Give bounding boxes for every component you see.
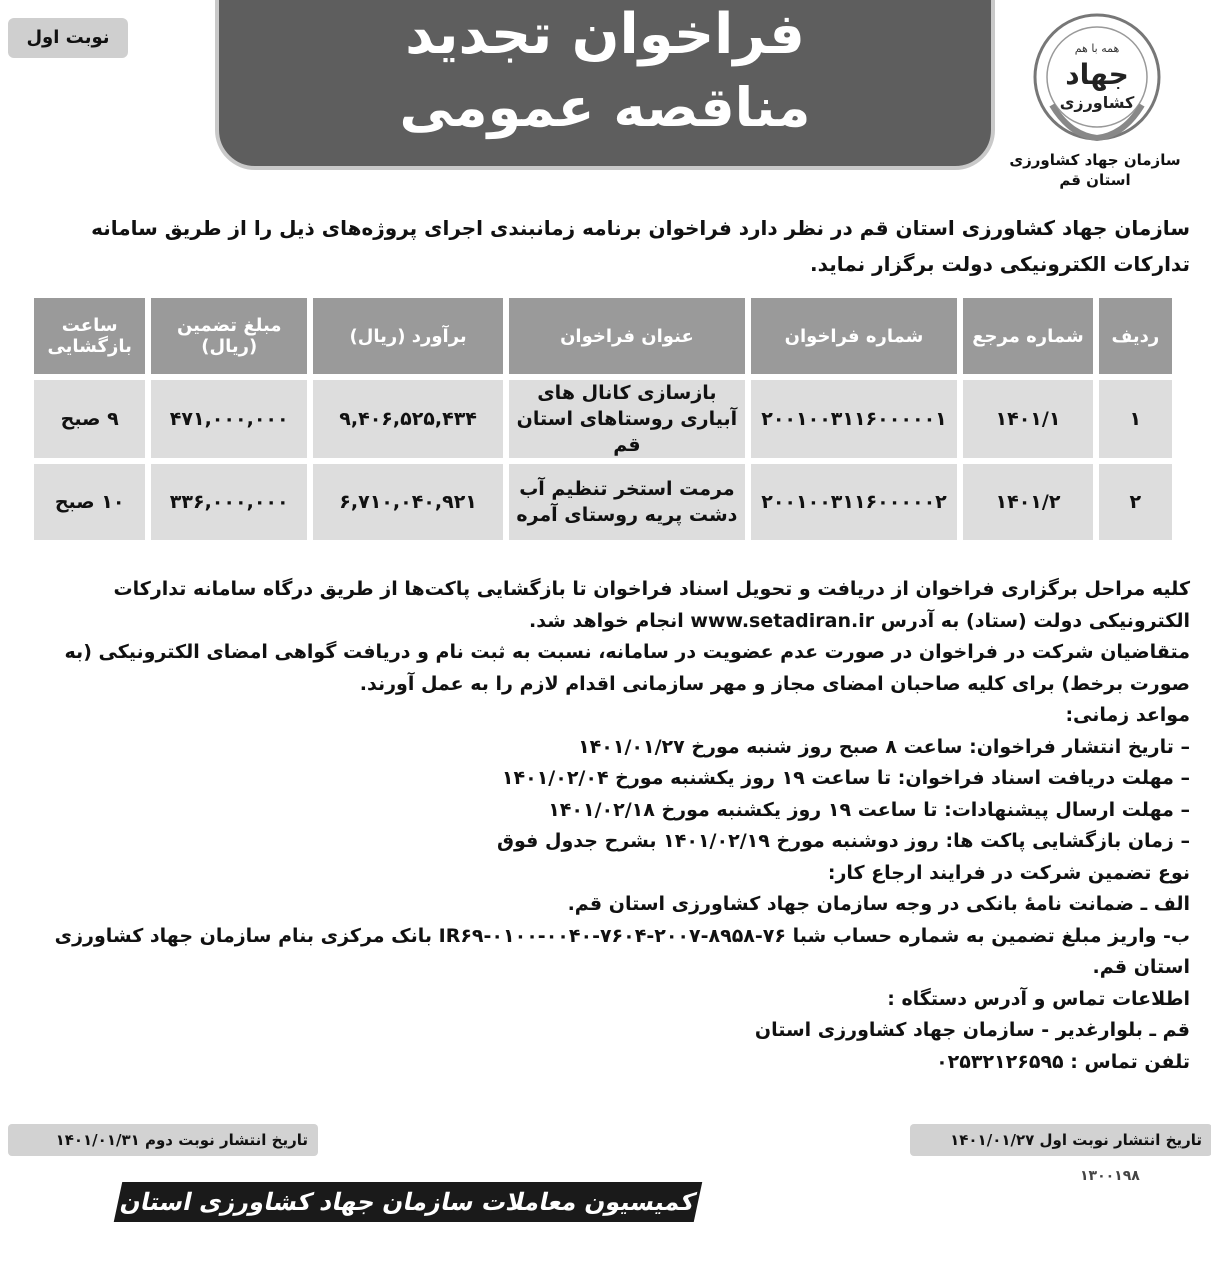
organization-logo bbox=[1030, 10, 1165, 145]
body-text bbox=[20, 574, 1190, 1078]
body-line: اطلاعات تماس و آدرس دستگاه : bbox=[887, 987, 1190, 1010]
svg-text:کشاورزی: کشاورزی bbox=[1059, 93, 1135, 112]
cell-call-number: ۲۰۰۱۰۰۳۱۱۶۰۰۰۰۰۱ bbox=[751, 380, 958, 458]
cell-estimate: ۹,۴۰۶,۵۲۵,۴۳۴ bbox=[313, 380, 503, 458]
cell-reference-number: ۱۴۰۱/۲ bbox=[963, 464, 1092, 540]
body-line: مواعد زمانی: bbox=[1065, 704, 1190, 726]
title-banner bbox=[215, 0, 995, 170]
cell-guarantee: ۴۷۱,۰۰۰,۰۰۰ bbox=[151, 380, 307, 458]
table-row bbox=[34, 464, 1172, 540]
title-line-1: فراخوان تجدید bbox=[405, 2, 805, 67]
header-call-number: شماره فراخوان bbox=[751, 298, 958, 374]
cell-estimate: ۶,۷۱۰,۰۴۰,۹۲۱ bbox=[313, 464, 503, 540]
intro-paragraph: سازمان جهاد کشاورزی استان قم در نظر دارد فراخوان برنامه زمانبندی اجرای پروژه‌های ذیل را از طریق سامانه تدارکات الکترونیکی دولت برگزار نماید. bbox=[91, 216, 1190, 276]
cell-call-number: ۲۰۰۱۰۰۳۱۱۶۰۰۰۰۰۲ bbox=[751, 464, 958, 540]
cell-reference-number: ۱۴۰۱/۱ bbox=[963, 380, 1092, 458]
header-estimate: برآورد (ریال) bbox=[313, 298, 503, 374]
header-opening-time: ساعت بازگشایی bbox=[34, 298, 145, 374]
organization-name bbox=[1000, 150, 1190, 190]
org-name-line-1: سازمان جهاد کشاورزی bbox=[1009, 151, 1181, 169]
commission-banner: کمیسیون معاملات سازمان جهاد کشاورزی استان قم bbox=[114, 1182, 703, 1222]
body-line: – مهلت دریافت اسناد فراخوان: تا ساعت ۱۹ روز یکشنبه مورخ ۱۴۰۱/۰۲/۰۴ bbox=[501, 767, 1190, 789]
cell-guarantee: ۳۳۶,۰۰۰,۰۰۰ bbox=[151, 464, 307, 540]
reference-code: ۱۳۰۰۱۹۸ bbox=[1080, 1168, 1140, 1184]
body-line: قم ـ بلوارغدیر - سازمان جهاد کشاورزی استان bbox=[754, 1019, 1190, 1041]
table-row bbox=[34, 380, 1172, 458]
header-row-number: ردیف bbox=[1099, 298, 1172, 374]
notice-round-label: نوبت اول bbox=[8, 18, 128, 58]
svg-text:جهاد: جهاد bbox=[1065, 58, 1129, 91]
cell-opening-time: ۱۰ صبح bbox=[34, 464, 145, 540]
body-line: ب- واریز مبلغ تضمین به شماره حساب شبا IR۶۹-۰۱۰۰-۰۰۴۰-۷۶۰۴-۲۰۰۷-۸۹۵۸-۷۶ بانک مرکزی بنام سازمان جهاد کشاورزی استان قم. bbox=[54, 924, 1190, 978]
body-line: – مهلت ارسال پیشنهادات: تا ساعت ۱۹ روز یکشنبه مورخ ۱۴۰۱/۰۲/۱۸ bbox=[548, 798, 1190, 821]
svg-text:همه با هم: همه با هم bbox=[1074, 42, 1120, 55]
first-publication-date: تاریخ انتشار نوبت اول ۱۴۰۱/۰۱/۲۷ bbox=[910, 1124, 1211, 1156]
header-call-title: عنوان فراخوان bbox=[509, 298, 745, 374]
body-line: تلفن تماس : ۰۲۵۳۲۱۲۶۵۹۵ bbox=[936, 1050, 1190, 1073]
body-line: کلیه مراحل برگزاری فراخوان از دریافت و تحویل اسناد فراخوان تا بازگشایی پاکت‌ها از طریق درگاه سامانه تدارکات الکترونیکی دولت (ستاد) به آدرس www.setadiran.ir انجام خواهد شد. bbox=[113, 578, 1190, 632]
cell-opening-time: ۹ صبح bbox=[34, 380, 145, 458]
body-line: متقاضیان شرکت در فراخوان در صورت عدم عضویت در سامانه، نسبت به ثبت نام و دریافت گواهی امضای الکترونیکی (به صورت برخط) برای کلیه صاحبان امضای مجاز و مهر سازمانی اقدام لازم را به عمل آورند. bbox=[64, 641, 1190, 695]
header-reference-number: شماره مرجع bbox=[963, 298, 1092, 374]
body-line: الف ـ ضمانت نامهٔ بانکی در وجه سازمان جهاد کشاورزی استان قم. bbox=[567, 893, 1190, 915]
cell-call-title: بازسازی کانال های آبیاری روستاهای استان قم bbox=[509, 380, 745, 458]
cell-row-number: ۱ bbox=[1099, 380, 1172, 458]
body-line: – تاریخ انتشار فراخوان: ساعت ۸ صبح روز شنبه مورخ ۱۴۰۱/۰۱/۲۷ bbox=[578, 735, 1190, 758]
cell-row-number: ۲ bbox=[1099, 464, 1172, 540]
projects-table bbox=[28, 292, 1178, 546]
cell-call-title: مرمت استخر تنظیم آب دشت پریه روستای آمره bbox=[509, 464, 745, 540]
title-line-2: مناقصه عمومی bbox=[399, 76, 811, 139]
body-line: – زمان بازگشایی پاکت ها: روز دوشنبه مورخ ۱۴۰۱/۰۲/۱۹ بشرح جدول فوق bbox=[497, 830, 1190, 852]
body-line: نوع تضمین شرکت در فرایند ارجاع کار: bbox=[827, 861, 1190, 884]
header-guarantee: مبلغ تضمین (ریال) bbox=[151, 298, 307, 374]
table-header-row bbox=[34, 298, 1172, 374]
org-name-line-2: استان قم bbox=[1059, 171, 1131, 189]
second-publication-date: تاریخ انتشار نوبت دوم ۱۴۰۱/۰۱/۳۱ bbox=[8, 1124, 318, 1156]
